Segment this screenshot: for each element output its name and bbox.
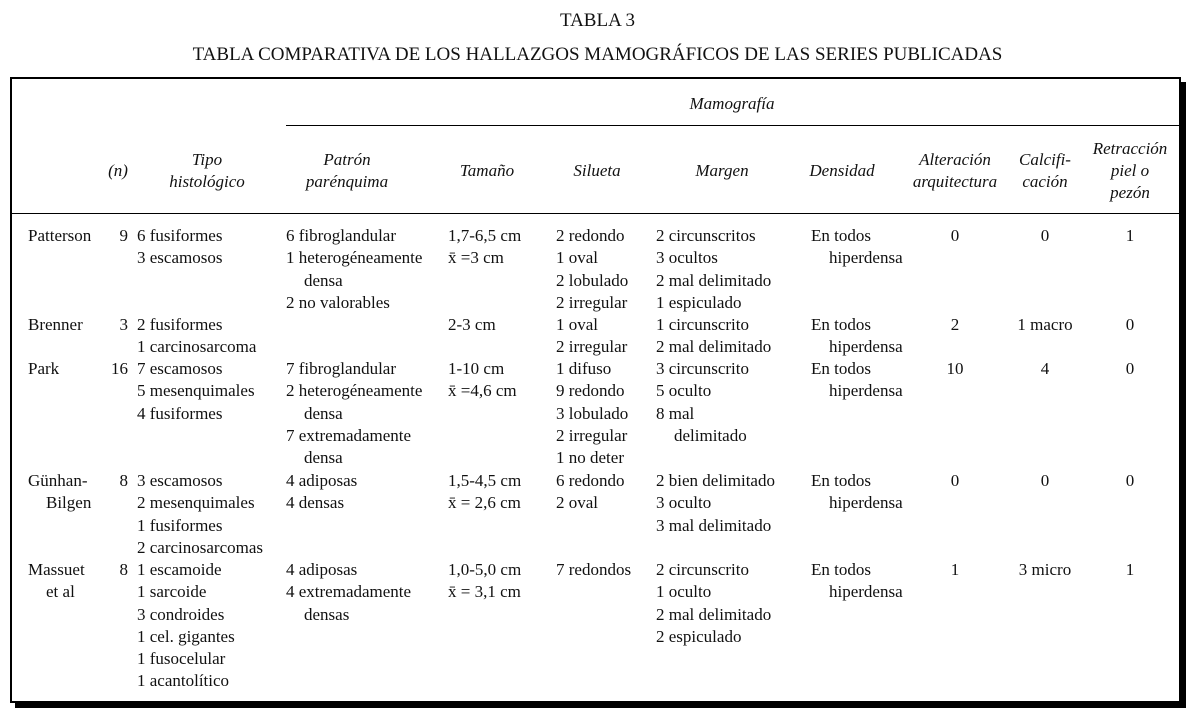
cell-patron (286, 559, 446, 626)
cell-line: 2 irregular (556, 425, 628, 445)
cell-line: 1 oculto (656, 582, 712, 602)
cell-line: 1,0-5,0 cm (448, 560, 522, 579)
cell-line: 9 redondo (556, 381, 625, 401)
cell-margen (656, 314, 806, 359)
cell-line: 1 oval (556, 248, 599, 268)
cell-margen (656, 358, 806, 447)
cell-patron (286, 225, 446, 314)
cell-line: 2 irregular (556, 292, 628, 312)
cell-densidad (811, 470, 921, 515)
cell-line: 2 mal delimitado (656, 337, 772, 357)
cell-line: Park (28, 359, 60, 378)
cell-line: 2 fusiformes (137, 315, 223, 334)
cell-tamano (448, 314, 558, 336)
cell-line: 3 ocultos (656, 248, 718, 268)
cell-n: 16 (111, 359, 128, 378)
cell-line: Brenner (28, 315, 83, 334)
cell-retraccion: 0 (1125, 315, 1135, 334)
cell-line: Patterson (28, 226, 92, 245)
cell-line: 1,7-6,5 cm (448, 226, 522, 245)
cell-name (28, 358, 108, 380)
cell-line: x̄ = 2,6 cm (448, 493, 521, 513)
cell-tipo (137, 225, 287, 270)
cell-retraccion: 0 (1125, 471, 1135, 490)
cell-line: Massuet (28, 560, 85, 579)
cell-line: 1 circunscrito (656, 315, 749, 334)
header-n: (n) (108, 161, 128, 180)
header-group-rule (286, 125, 1179, 126)
cell-line: 1-10 cm (448, 359, 505, 378)
cell-line: 1 espiculado (656, 292, 742, 312)
cell-line: 3 condroides (137, 604, 225, 624)
cell-line: hiperdensa (829, 381, 903, 401)
cell-line: 2 mesenquimales (137, 493, 255, 513)
cell-alteracion: 2 (950, 315, 960, 334)
cell-line: densa (304, 448, 343, 468)
cell-line: 3 mal delimitado (656, 515, 772, 535)
cell-line: 2 bien delimitado (656, 471, 775, 490)
cell-line: 2 heterogéneamente (286, 381, 423, 401)
cell-line: 2 redondo (556, 226, 625, 245)
cell-n: 3 (119, 315, 128, 334)
cell-retraccion: 0 (1125, 359, 1135, 378)
cell-line: 1,5-4,5 cm (448, 471, 522, 490)
cell-line: x̄ = 3,1 cm (448, 582, 521, 602)
cell-line: 2 lobulado (556, 270, 629, 290)
table-title: TABLA COMPARATIVA DE LOS HALLAZGOS MAMOGRÁFICOS DE LAS SERIES PUBLICADAS (192, 44, 1003, 65)
cell-line: 4 adiposas (286, 471, 358, 490)
cell-name (28, 225, 108, 247)
cell-line: densa (304, 270, 343, 290)
header-mamografia: Mamografía (689, 94, 775, 113)
cell-line: et al (46, 582, 75, 602)
cell-line: 1 acantolítico (137, 671, 230, 691)
cell-silueta (556, 225, 656, 314)
header-tipo: Tipo histológico (169, 150, 245, 191)
cell-name (28, 314, 108, 336)
cell-tipo (137, 559, 287, 693)
cell-line: 1 carcinosarcoma (137, 337, 257, 357)
cell-silueta (556, 314, 656, 359)
cell-line: 2 circunscritos (656, 226, 756, 245)
cell-line: 1 heterogéneamente (286, 248, 423, 268)
header-silueta: Silueta (573, 161, 621, 180)
header-calcificacion: Calcifi- cación (1019, 150, 1071, 191)
cell-line: En todos (811, 226, 871, 245)
header-tamano: Tamaño (459, 161, 515, 180)
cell-line: 3 circunscrito (656, 359, 749, 378)
cell-line: 5 oculto (656, 381, 712, 401)
cell-densidad (811, 358, 921, 403)
cell-line: 4 adiposas (286, 560, 358, 579)
cell-line: En todos (811, 315, 871, 334)
cell-line: 3 escamosos (137, 248, 223, 268)
cell-line: 6 fusiformes (137, 226, 223, 245)
cell-name (28, 559, 108, 604)
cell-patron (286, 358, 446, 469)
cell-alteracion: 1 (950, 560, 960, 579)
cell-alteracion: 0 (950, 226, 960, 245)
cell-line: 1 difuso (556, 359, 612, 378)
cell-densidad (811, 559, 921, 604)
cell-line: 7 escamosos (137, 359, 223, 378)
cell-line: En todos (811, 359, 871, 378)
cell-line: 3 escamosos (137, 471, 223, 490)
cell-line: 8 mal (656, 403, 695, 423)
cell-line: hiperdensa (829, 337, 903, 357)
cell-line: 1 fusiformes (137, 515, 223, 535)
cell-silueta (556, 559, 656, 581)
header-bottom-rule (12, 213, 1179, 214)
cell-line: 7 fibroglandular (286, 359, 396, 378)
header-retraccion: Retracción piel o pezón (1092, 139, 1168, 202)
cell-line: 1 fusocelular (137, 649, 226, 669)
cell-margen (656, 225, 806, 314)
cell-calcificacion: 1 macro (1017, 315, 1073, 334)
cell-line: 4 densas (286, 493, 345, 513)
cell-line: 2 mal delimitado (656, 604, 772, 624)
cell-n: 8 (119, 471, 128, 490)
cell-line: 2 irregular (556, 337, 628, 357)
cell-line: 2-3 cm (448, 315, 496, 334)
cell-line: hiperdensa (829, 582, 903, 602)
cell-n: 8 (119, 560, 128, 579)
cell-line: En todos (811, 471, 871, 490)
cell-margen (656, 470, 806, 537)
cell-n: 9 (119, 226, 128, 245)
cell-line: 4 fusiformes (137, 403, 223, 423)
cell-line: 1 no deter (556, 448, 624, 468)
cell-line: 7 redondos (556, 560, 632, 579)
cell-name (28, 470, 108, 515)
cell-tamano (448, 358, 558, 403)
cell-retraccion: 1 (1125, 226, 1135, 245)
header-alteracion: Alteración arquitectura (912, 150, 998, 191)
cell-line: Günhan- (28, 471, 88, 490)
cell-line: delimitado (674, 425, 747, 445)
cell-line: 2 carcinosarcomas (137, 537, 264, 557)
cell-line: x̄ =3 cm (448, 248, 504, 268)
cell-line: 5 mesenquimales (137, 381, 255, 401)
cell-calcificacion: 3 micro (1018, 560, 1072, 579)
cell-calcificacion: 0 (1040, 226, 1050, 245)
cell-line: 1 oval (556, 315, 599, 334)
cell-line: 2 oval (556, 493, 599, 513)
cell-tipo (137, 314, 287, 359)
cell-tamano (448, 225, 558, 270)
cell-silueta (556, 470, 656, 515)
cell-line: 2 espiculado (656, 626, 742, 646)
cell-calcificacion: 4 (1040, 359, 1050, 378)
cell-tipo (137, 358, 287, 425)
cell-line: 7 extremadamente (286, 425, 412, 445)
cell-alteracion: 0 (950, 471, 960, 490)
cell-line: densas (304, 604, 350, 624)
cell-calcificacion: 0 (1040, 471, 1050, 490)
cell-alteracion: 10 (946, 359, 964, 378)
cell-tipo (137, 470, 287, 559)
cell-line: 3 lobulado (556, 403, 629, 423)
cell-margen (656, 559, 806, 648)
cell-line: 6 fibroglandular (286, 226, 396, 245)
cell-line: hiperdensa (829, 248, 903, 268)
cell-line: 1 escamoide (137, 560, 222, 579)
header-densidad: Densidad (809, 161, 875, 180)
cell-line: 1 cel. gigantes (137, 626, 235, 646)
cell-densidad (811, 314, 921, 359)
cell-line: 2 circunscrito (656, 560, 749, 579)
header-patron: Patrón parénquima (305, 150, 389, 191)
header-margen: Margen (695, 161, 749, 180)
cell-line: hiperdensa (829, 493, 903, 513)
cell-line: x̄ =4,6 cm (448, 381, 517, 401)
cell-line: 3 oculto (656, 493, 712, 513)
table-frame (10, 77, 1181, 703)
table-number: TABLA 3 (559, 10, 635, 31)
cell-line: Bilgen (46, 493, 92, 513)
cell-line: En todos (811, 560, 871, 579)
cell-tamano (448, 559, 558, 604)
cell-line: 4 extremadamente (286, 582, 412, 602)
cell-line: 2 no valorables (286, 292, 390, 312)
cell-patron (286, 470, 446, 515)
cell-line: 6 redondo (556, 471, 625, 490)
cell-retraccion: 1 (1125, 560, 1135, 579)
cell-tamano (448, 470, 558, 515)
cell-silueta (556, 358, 656, 469)
cell-line: 2 mal delimitado (656, 270, 772, 290)
cell-line: densa (304, 403, 343, 423)
cell-densidad (811, 225, 921, 270)
cell-line: 1 sarcoide (137, 582, 207, 602)
